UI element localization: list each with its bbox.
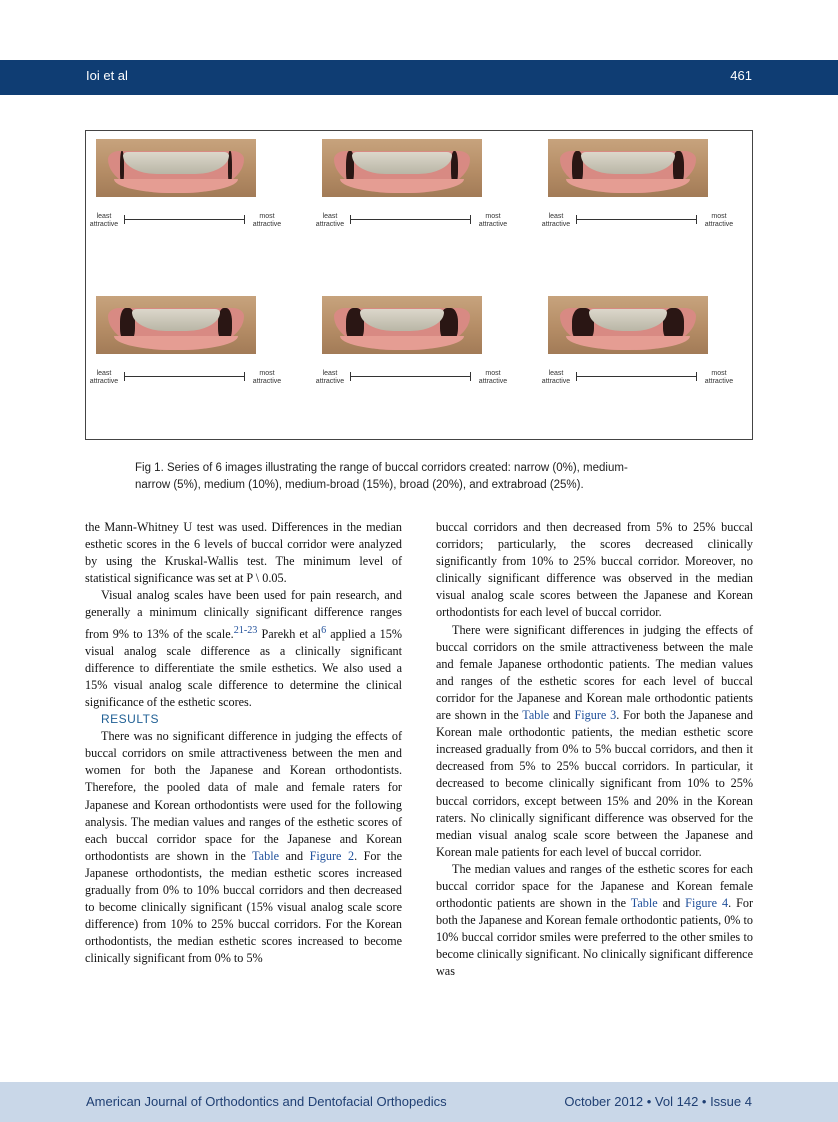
scale-line[interactable] — [124, 219, 244, 220]
table-link[interactable]: Table — [522, 708, 550, 723]
scale-tick — [576, 372, 577, 381]
smile-panel — [538, 288, 738, 393]
smile-photo — [548, 296, 708, 354]
paragraph: buccal corridors and then decreased from 5% to 25% buccal corridors; particularly, the scores decreased clinically significantly from 10% to 25% buccal corridor. Moreover, no clinically significant difference was observed in the median visual analog scale scores between the Japanese and Korean orthodontists for each level of buccal corridor. — [436, 520, 753, 620]
figure-caption-line-1: Fig 1. Series of 6 images illustrating the range of buccal corridors created: narrow (0%), medium- — [135, 462, 628, 474]
issue-info: October 2012 • Vol 142 • Issue 4 — [564, 1094, 752, 1109]
table-link[interactable]: Table — [252, 848, 279, 863]
scale-tick — [244, 215, 245, 224]
scale-tick — [124, 215, 125, 224]
figure-2-link[interactable]: Figure 2 — [309, 848, 355, 863]
scale-line[interactable] — [124, 376, 244, 377]
paragraph: Visual analog scales have been used for pain research, and generally a minimum clinically significant difference ranges from 9% to 13% of the scale.$^{21-23}$ Parekh et $al^6$ applied a 15% visual analog scale difference as a clinically significant difference to differentiate the smile esthetics. We also used a 15% visual analog scale difference to determine the clinical significance of the esthetic scores. — [85, 588, 403, 709]
scale-label-most: most attractive — [704, 370, 734, 385]
paragraph: The median values and ranges of the esthetic scores for each buccal corridor space for the Japanese and Korean female orthodontic patients are shown in the Table and Figure 4. For both the Japanese and Korean female orthodontic patients, 0% to 10% buccal corridor smiles were preferred to the other smiles to become clinically significant. No clinically significant difference was — [436, 861, 754, 979]
scale-line[interactable] — [576, 376, 696, 377]
visual-analog-scale[interactable] — [312, 364, 512, 390]
smile-photo — [548, 139, 708, 197]
running-header-authors: Ioi et al — [86, 68, 128, 83]
citation-link[interactable]: 21-23 — [233, 624, 258, 636]
smile-panel — [86, 131, 286, 236]
figure-caption-line-2: narrow (5%), medium (10%), medium-broad (15%), broad (20%), and extrabroad (25%). — [135, 479, 584, 491]
scale-label-most: most attractive — [478, 370, 508, 385]
smile-photo — [322, 139, 482, 197]
scale-tick — [696, 372, 697, 381]
page-number: 461 — [730, 68, 752, 83]
journal-name: American Journal of Orthodontics and Dentofacial Orthopedics — [86, 1094, 447, 1109]
figure-1 — [85, 130, 753, 440]
scale-tick — [470, 372, 471, 381]
smile-panel — [86, 288, 286, 393]
visual-analog-scale[interactable] — [86, 207, 286, 233]
running-footer — [0, 1082, 838, 1122]
scale-line[interactable] — [350, 219, 470, 220]
scale-label-most: most attractive — [704, 213, 734, 228]
scale-label-least: least attractive — [315, 213, 345, 228]
visual-analog-scale[interactable] — [312, 207, 512, 233]
paragraph: the Mann-Whitney U test was used. Differences in the median esthetic scores in the 6 levels of buccal corridor were analyzed by using the Kruskal-Wallis test. The minimum level of statistical significance was set at P \ 0.05. — [85, 520, 402, 586]
figure-caption — [135, 460, 715, 494]
smile-panel — [538, 131, 738, 236]
scale-tick — [576, 215, 577, 224]
scale-tick — [350, 215, 351, 224]
scale-line[interactable] — [576, 219, 696, 220]
paragraph: There were significant differences in judging the effects of buccal corridors on the smile attractiveness between the male and female Japanese orthodontic patients. The median values and ranges of the esthetic scores for each level of buccal corridor for the Japanese and Korean male orthodontic patients are shown in the Table and Figure 3. For both the Japanese and Korean male orthodontic patients, the median esthetic score increased gradually from 0% to 5% buccal corridors, and then it decreased from 5% to 25% buccal corridors. In particular, it decreased to become clinically significant from 10% to 25% buccal corridors, except between 15% and 20% in the Korean raters. No clinically significant difference was observed for the median visual analog scale score between the Japanese and Korean male patients for each level of buccal corridor. — [436, 622, 753, 859]
scale-line[interactable] — [350, 376, 470, 377]
right-column — [436, 519, 753, 981]
table-link[interactable]: Table — [630, 896, 658, 911]
scale-tick — [470, 215, 471, 224]
figure-4-link[interactable]: Figure 4 — [685, 896, 729, 911]
scale-label-most: most attractive — [252, 370, 282, 385]
figure-3-link[interactable]: Figure 3 — [574, 708, 617, 723]
citation-link[interactable]: 6 — [321, 624, 327, 636]
scale-label-most: most attractive — [252, 213, 282, 228]
scale-tick — [244, 372, 245, 381]
paragraph: There was no significant difference in judging the effects of buccal corridors on smile attractiveness between the men and women for both the Japanese and Korean orthodontists. Therefore, the pooled data of male and female raters for Japanese and Korean orthodontists were used for the following analysis. The median values and ranges of the esthetic scores of each buccal corridor space for the Japanese and Korean orthodontists are shown in the Table and Figure 2. For the Japanese orthodontists, the median esthetic scores increased gradually from 0% to 10% buccal corridors and then decreased to become clinically significant (15% visual analog scale score difference) from 10% to 25% buccal corridors. For the Korean orthodontists, the median esthetic scores increased to become clinically significant from 0% to 5% — [85, 729, 402, 966]
smile-panel — [312, 288, 512, 393]
scale-tick — [696, 215, 697, 224]
smile-photo — [322, 296, 482, 354]
visual-analog-scale[interactable] — [86, 364, 286, 390]
scale-label-least: least attractive — [541, 370, 571, 385]
smile-photo — [96, 139, 256, 197]
running-header — [0, 60, 838, 95]
scale-label-least: least attractive — [89, 370, 119, 385]
scale-tick — [350, 372, 351, 381]
smile-panel — [312, 131, 512, 236]
left-column — [85, 519, 402, 968]
visual-analog-scale[interactable] — [538, 207, 738, 233]
scale-label-least: least attractive — [541, 213, 571, 228]
section-heading-results: RESULTS — [101, 712, 159, 727]
scale-tick — [124, 372, 125, 381]
smile-photo — [96, 296, 256, 354]
scale-label-least: least attractive — [315, 370, 345, 385]
scale-label-most: most attractive — [478, 213, 508, 228]
scale-label-least: least attractive — [89, 213, 119, 228]
visual-analog-scale[interactable] — [538, 364, 738, 390]
